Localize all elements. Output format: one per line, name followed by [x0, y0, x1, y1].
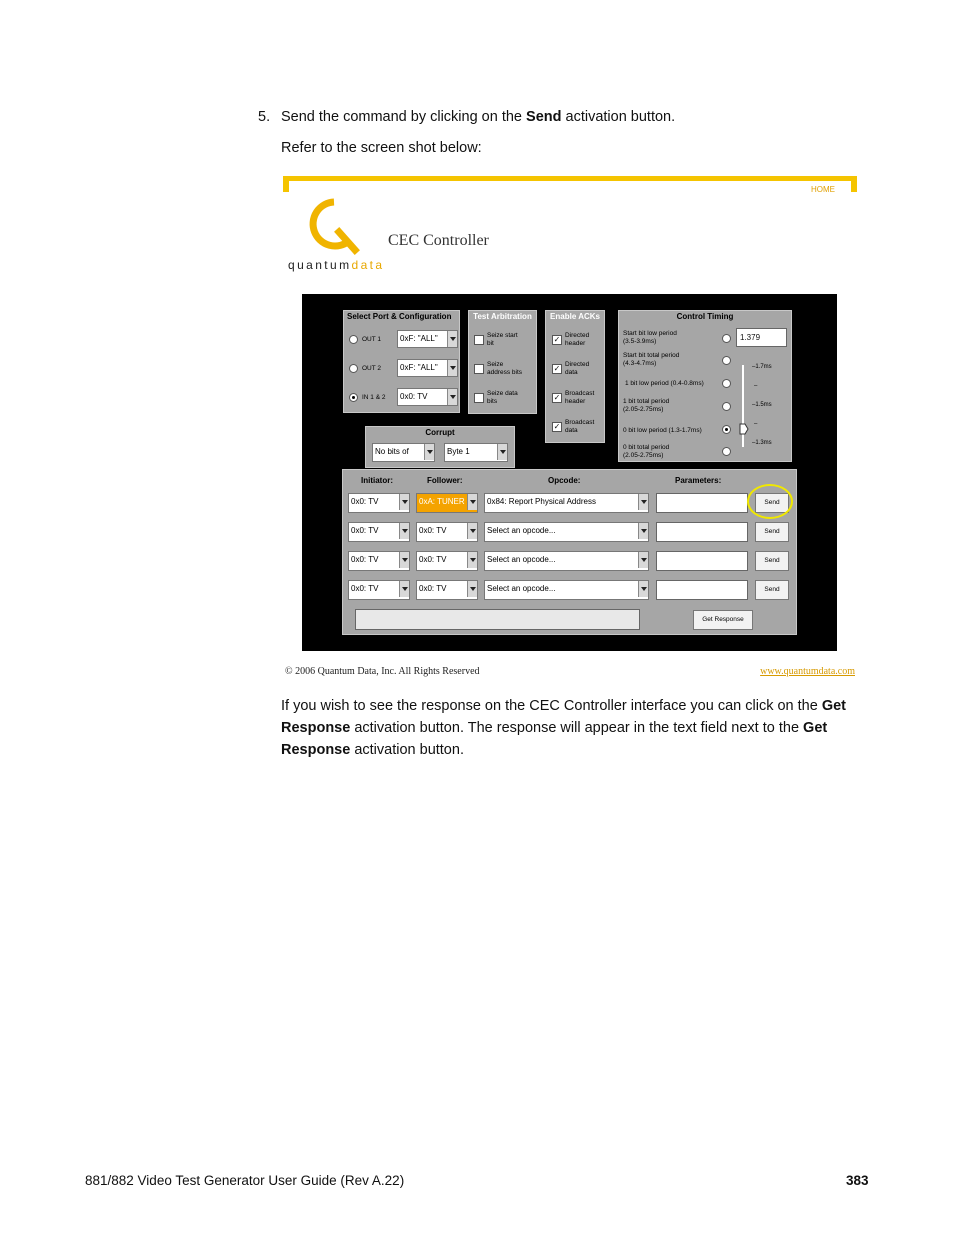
- step-number: 5.: [258, 109, 271, 125]
- initiator-value-4: 0x0: TV: [351, 584, 379, 593]
- highlight-circle: [747, 484, 793, 519]
- parameters-input-3[interactable]: [656, 551, 748, 571]
- follower-value-1: 0xA: TUNER: [419, 497, 465, 506]
- paragraph-part-3: activation button.: [350, 742, 464, 758]
- brand-data: data: [351, 258, 385, 272]
- send-button-4[interactable]: Send: [755, 580, 789, 600]
- slider-tick-3-text: 1.3ms: [755, 440, 772, 446]
- seize-data-label: [487, 390, 518, 406]
- port-label-in12: IN 1 & 2: [362, 394, 386, 401]
- top-accent-left: [283, 176, 289, 192]
- check-seize-address-bits[interactable]: [474, 364, 484, 374]
- test-arbitration-title: Test Arbitration: [473, 312, 532, 321]
- port-select-in12-value: 0x0: TV: [400, 392, 428, 401]
- test-arbitration-panel: [468, 310, 537, 414]
- broadcast-data-line2: data: [565, 427, 578, 434]
- response-field[interactable]: [355, 609, 640, 630]
- initiator-value-3: 0x0: TV: [351, 555, 379, 564]
- seize-start-line1: Seize start: [487, 332, 518, 339]
- directed-data-line1: Directed: [565, 361, 590, 368]
- follower-select-4[interactable]: [416, 580, 478, 600]
- broadcast-header-label: [565, 390, 594, 406]
- check-directed-header[interactable]: ✓: [553, 335, 561, 344]
- port-select-out1[interactable]: [397, 330, 458, 348]
- broadcast-data-line1: Broadcast: [565, 419, 595, 426]
- slider-tick-2: –1.5ms: [752, 402, 772, 408]
- port-select-in12[interactable]: [397, 388, 458, 406]
- paragraph-part-1: If you wish to see the response on the CEC Controller interface you can click on the: [281, 698, 822, 714]
- radio-in12[interactable]: [349, 393, 358, 402]
- initiator-select-2[interactable]: [348, 522, 410, 542]
- get-response-button[interactable]: Get Response: [693, 610, 753, 630]
- slider-minor-tick-2: –: [754, 421, 758, 427]
- chevron-down-icon: [638, 552, 648, 568]
- seize-address-line2: address bits: [487, 369, 523, 376]
- directed-header-line1: Directed: [565, 332, 590, 339]
- header-follower: Follower:: [427, 476, 463, 485]
- step-text-before: Send the command by clicking on the: [281, 109, 527, 125]
- port-label-out1: OUT 1: [362, 336, 382, 343]
- follower-select-3[interactable]: [416, 551, 478, 571]
- follower-value-2: 0x0: TV: [419, 526, 447, 535]
- top-accent-right: [851, 176, 857, 192]
- seize-data-line2: bits: [487, 398, 498, 405]
- opcode-value-4: Select an opcode...: [487, 584, 556, 593]
- timing-start-total-line1: Start bit total period: [623, 352, 680, 359]
- page-number: 383: [846, 1173, 869, 1188]
- timing-zero-total-label: [623, 444, 669, 460]
- cec-controller-screenshot: [283, 176, 857, 686]
- opcode-select-3[interactable]: [484, 551, 649, 571]
- slider-thumb-icon[interactable]: [739, 423, 749, 435]
- port-config-panel: [343, 310, 460, 413]
- chevron-down-icon: [467, 523, 477, 539]
- follower-select-2[interactable]: [416, 522, 478, 542]
- timing-one-total-line2: (2.05-2.75ms): [623, 406, 664, 413]
- chevron-down-icon: [638, 523, 648, 539]
- slider-tick-3: –1.3ms: [752, 440, 772, 446]
- timing-zero-low-label: 0 bit low period (1.3-1.7ms): [623, 427, 702, 434]
- timing-value-input[interactable]: 1.379: [736, 328, 787, 347]
- copyright-text: © 2006 Quantum Data, Inc. All Rights Reserved: [285, 666, 480, 677]
- paragraph-bold-1: Get Response: [281, 698, 846, 736]
- broadcast-data-label: [565, 419, 594, 435]
- chevron-down-icon: [399, 581, 409, 597]
- corrupt-panel: [365, 426, 515, 468]
- step-text-bold: Send: [526, 109, 562, 125]
- check-broadcast-data[interactable]: ✓: [553, 422, 561, 431]
- chevron-down-icon: [467, 581, 477, 597]
- get-response-paragraph: [281, 695, 881, 761]
- chevron-down-icon: [497, 444, 507, 460]
- paragraph-bold-2: Get Response: [281, 720, 828, 758]
- control-timing-title: Control Timing: [676, 312, 734, 321]
- seize-address-label: [487, 361, 522, 377]
- opcode-select-2[interactable]: [484, 522, 649, 542]
- port-label-out2: OUT 2: [362, 365, 382, 372]
- timing-start-total-line2: (4.3-4.7ms): [623, 360, 657, 367]
- slider-minor-tick-1: –: [754, 383, 758, 389]
- brand-wordmark: [288, 258, 384, 272]
- timing-start-low-line1: Start bit low period: [623, 330, 677, 337]
- enable-acks-title: Enable ACKs: [550, 312, 600, 321]
- enable-acks-panel: [545, 310, 605, 443]
- command-table-panel: [342, 469, 797, 635]
- opcode-select-4[interactable]: [484, 580, 649, 600]
- parameters-input-2[interactable]: [656, 522, 748, 542]
- chevron-down-icon: [447, 331, 457, 347]
- timing-start-low-line2: (3.5-3.9ms): [623, 338, 657, 345]
- radio-start-low[interactable]: [722, 334, 731, 343]
- broadcast-header-line1: Broadcast: [565, 390, 595, 397]
- directed-data-label: [565, 361, 589, 377]
- timing-one-total-label: [623, 398, 669, 414]
- corrupt-bits-value: No bits of: [375, 447, 409, 456]
- brand-quantum: quantum: [288, 258, 352, 272]
- follower-value-4: 0x0: TV: [419, 584, 447, 593]
- port-select-out1-value: 0xF: "ALL": [400, 334, 438, 343]
- top-accent-bar: [283, 176, 857, 181]
- parameters-input-1[interactable]: [656, 493, 748, 513]
- slider-tick-1: –1.7ms: [752, 364, 772, 370]
- chevron-down-icon: [399, 552, 409, 568]
- corrupt-title: Corrupt: [425, 428, 455, 437]
- chevron-down-icon: [447, 360, 457, 376]
- initiator-value-2: 0x0: TV: [351, 526, 379, 535]
- check-seize-start-bit[interactable]: [474, 335, 484, 345]
- step-text: [281, 106, 675, 128]
- corrupt-byte-select[interactable]: [444, 443, 508, 462]
- timing-one-total-line1: 1 bit total period: [623, 398, 670, 405]
- check-broadcast-header[interactable]: ✓: [553, 393, 561, 402]
- radio-out2[interactable]: [349, 364, 358, 373]
- paragraph-text: [281, 695, 881, 761]
- check-seize-data-bits[interactable]: [474, 393, 484, 403]
- radio-one-total[interactable]: [722, 402, 731, 411]
- broadcast-header-line2: header: [565, 398, 586, 405]
- chevron-down-icon: [447, 389, 457, 405]
- timing-one-low-label: 1 bit low period (0.4-0.8ms): [625, 380, 704, 387]
- follower-value-3: 0x0: TV: [419, 555, 447, 564]
- initiator-value-1: 0x0: TV: [351, 497, 379, 506]
- radio-one-low[interactable]: [722, 379, 731, 388]
- timing-zero-total-line2: (2.05-2.75ms): [623, 452, 664, 459]
- seize-start-label: [487, 332, 518, 348]
- paragraph-part-2: activation button. The response will appear in the text field next to the: [350, 720, 804, 736]
- corrupt-byte-value: Byte 1: [447, 447, 470, 456]
- chevron-down-icon: [467, 552, 477, 568]
- port-select-out2-value: 0xF: "ALL": [400, 363, 438, 372]
- send-button-1[interactable]: Send: [755, 493, 789, 513]
- website-link[interactable]: www.quantumdata.com: [760, 666, 855, 677]
- step-text-after: activation button.: [561, 109, 676, 125]
- seize-data-line1: Seize data: [487, 390, 518, 397]
- check-directed-data[interactable]: ✓: [553, 364, 561, 373]
- timing-start-low-label: [623, 330, 677, 346]
- chevron-down-icon: [399, 494, 409, 510]
- timing-start-total-label: [623, 352, 679, 368]
- parameters-input-4[interactable]: [656, 580, 748, 600]
- cec-app-window: [302, 294, 837, 651]
- opcode-value-1: 0x84: Report Physical Address: [487, 497, 596, 506]
- slider-tick-1-text: 1.7ms: [755, 364, 772, 370]
- send-button-3[interactable]: Send: [755, 551, 789, 571]
- port-select-out2[interactable]: [397, 359, 458, 377]
- directed-data-line2: data: [565, 369, 578, 376]
- app-title: CEC Controller: [388, 232, 489, 249]
- initiator-select-1[interactable]: [348, 493, 410, 513]
- opcode-select-1[interactable]: [484, 493, 649, 513]
- follower-select-1[interactable]: [416, 493, 478, 513]
- header-parameters: Parameters:: [675, 476, 722, 485]
- chevron-down-icon: [399, 523, 409, 539]
- header-initiator: Initiator:: [361, 476, 393, 485]
- seize-address-line1: Seize: [487, 361, 504, 368]
- opcode-value-3: Select an opcode...: [487, 555, 556, 564]
- refer-text: Refer to the screen shot below:: [281, 140, 482, 156]
- timing-zero-total-line1: 0 bit total period: [623, 444, 670, 451]
- radio-zero-low[interactable]: [722, 425, 731, 434]
- chevron-down-icon: [638, 494, 648, 510]
- send-button-2[interactable]: Send: [755, 522, 789, 542]
- corrupt-bits-select[interactable]: [372, 443, 435, 462]
- control-timing-panel: [618, 310, 792, 462]
- radio-out1[interactable]: [349, 335, 358, 344]
- initiator-select-4[interactable]: [348, 580, 410, 600]
- chevron-down-icon: [467, 494, 477, 510]
- directed-header-line2: header: [565, 340, 586, 347]
- radio-start-total[interactable]: [722, 356, 731, 365]
- home-link[interactable]: HOME: [811, 185, 835, 194]
- quantum-data-logo-icon: [305, 196, 363, 256]
- slider-tick-2-text: 1.5ms: [755, 402, 772, 408]
- chevron-down-icon: [424, 444, 434, 460]
- opcode-value-2: Select an opcode...: [487, 526, 556, 535]
- chevron-down-icon: [638, 581, 648, 597]
- port-config-title: Select Port & Configuration: [347, 312, 452, 321]
- directed-header-label: [565, 332, 589, 348]
- header-opcode: Opcode:: [548, 476, 581, 485]
- seize-start-line2: bit: [487, 340, 494, 347]
- initiator-select-3[interactable]: [348, 551, 410, 571]
- footer-title: 881/882 Video Test Generator User Guide (Rev A.22): [85, 1173, 405, 1188]
- radio-zero-total[interactable]: [722, 447, 731, 456]
